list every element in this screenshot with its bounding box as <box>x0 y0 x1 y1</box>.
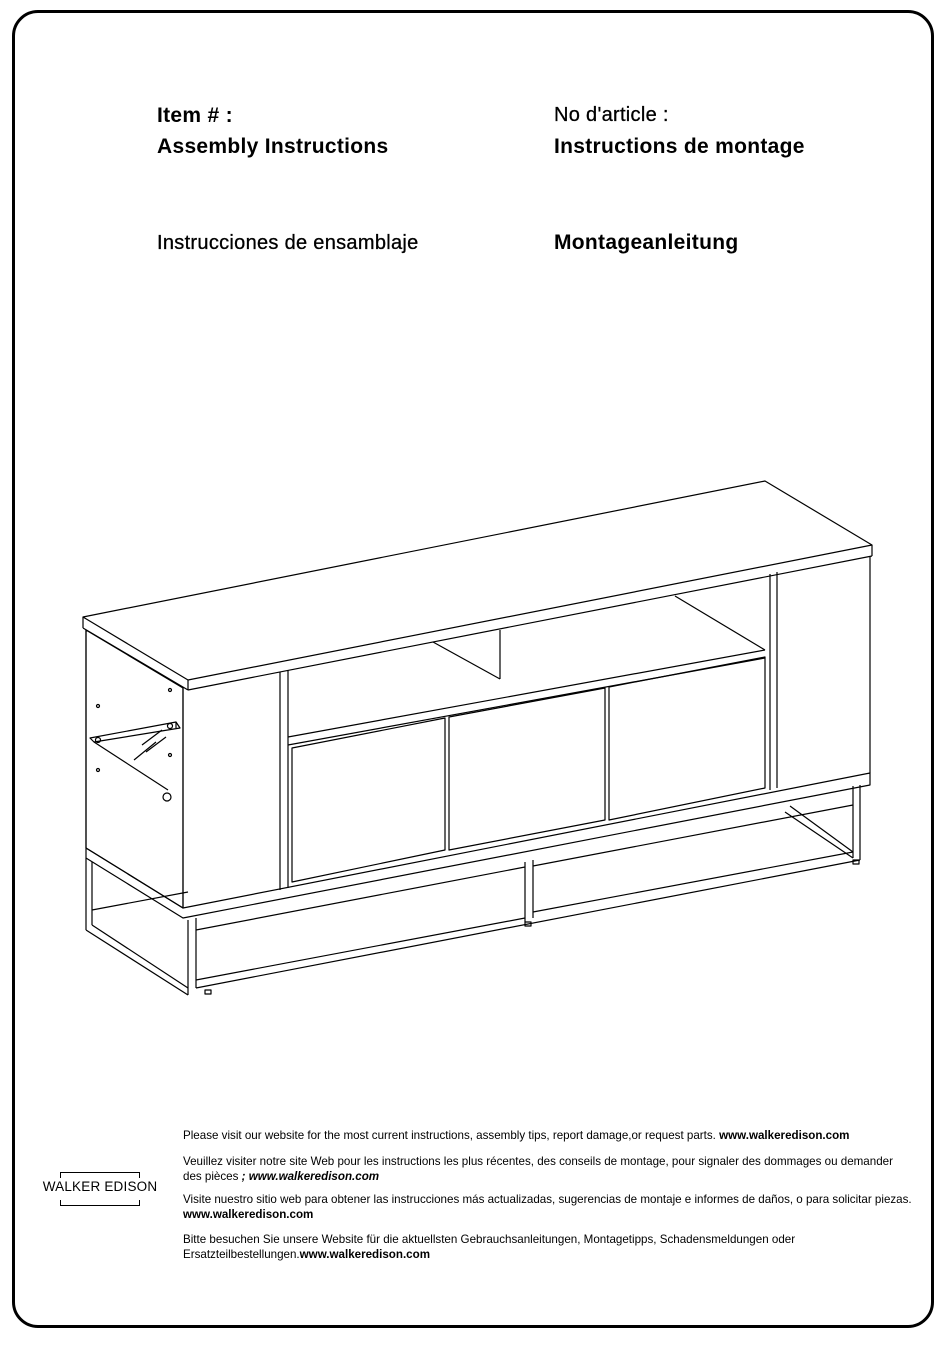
logo-bracket-bottom <box>60 1200 140 1206</box>
title-en: Assembly Instructions <box>157 135 389 158</box>
title-es: Instrucciones de ensamblaje <box>157 232 419 254</box>
footer-es-url[interactable]: www.walkeredison.com <box>183 1208 314 1221</box>
footer-fr-text: Veuillez visiter notre site Web pour les instructions les plus récentes, des conseils de montage, pour signaler des dommages ou demander des pièces <box>183 1155 893 1183</box>
footer-notice-fr <box>183 1154 913 1184</box>
title-de: Montageanleitung <box>554 231 739 254</box>
walker-edison-logo <box>40 1172 160 1206</box>
logo-bracket-top <box>60 1172 140 1178</box>
footer-notice-de <box>183 1232 913 1262</box>
title-fr: Instructions de montage <box>554 135 805 158</box>
tv-stand-illustration <box>80 478 880 998</box>
item-number-label-en: Item # : <box>157 104 233 127</box>
footer-de-url[interactable]: www.walkeredison.com <box>299 1248 431 1261</box>
footer-es-text: Visite nuestro sitio web para obtener las instrucciones más actualizadas, sugerencias de montaje e informes de daños, o para solicitar piezas. <box>183 1193 912 1206</box>
footer-en-url[interactable]: www.walkeredison.com <box>719 1129 850 1142</box>
item-number-label-fr: No d'article : <box>554 104 669 126</box>
footer-de-text: Bitte besuchen Sie unsere Website für die aktuellsten Gebrauchsanleitungen, Montagetipps, Schadensmeldungen oder Ersatzteilbestellungen. <box>183 1233 796 1261</box>
footer-en-text: Please visit our website for the most current instructions, assembly tips, report damage,or request parts. <box>183 1129 720 1142</box>
logo-text: WALKER EDISON <box>42 1179 158 1194</box>
footer-notice-es <box>183 1192 913 1222</box>
footer-notice-en <box>183 1128 913 1143</box>
footer-fr-url[interactable]: ; www.walkeredison.com <box>241 1170 380 1183</box>
